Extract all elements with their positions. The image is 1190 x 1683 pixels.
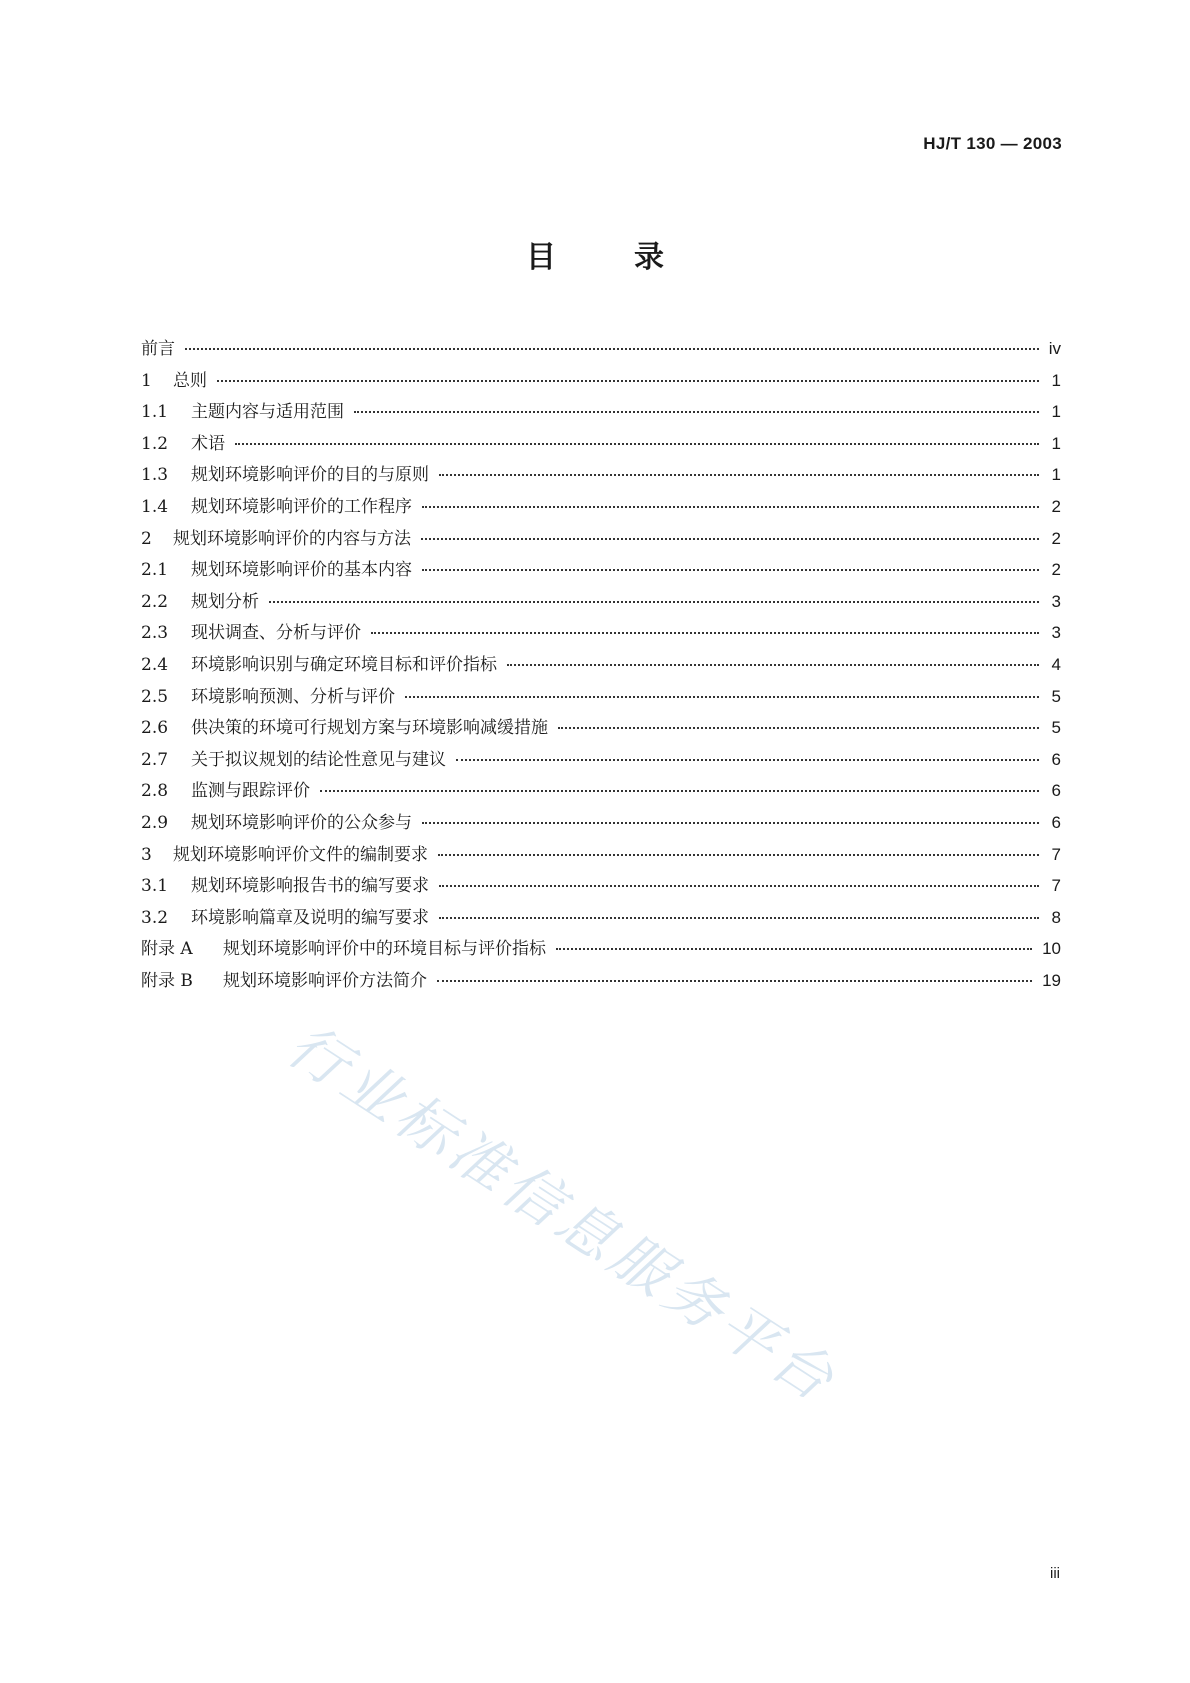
- page-number: iii: [1050, 1565, 1060, 1582]
- toc-entry-page: 2: [1051, 528, 1061, 548]
- toc-entry-title: 供决策的环境可行规划方案与环境影响减缓措施: [191, 718, 548, 739]
- toc-entry-number: 1.2: [141, 433, 169, 454]
- toc-entry-number: 2.6: [141, 718, 169, 739]
- toc-entry-title: 规划环境影响评价的基本内容: [191, 560, 412, 581]
- toc-entry-title: 现状调查、分析与评价: [191, 623, 361, 644]
- toc-entry-page: 5: [1051, 718, 1061, 738]
- toc-entry-title: 规划环境影响评价方法简介: [223, 970, 427, 991]
- toc-entry-page: 7: [1051, 844, 1061, 864]
- toc-leader-dots: [217, 379, 1039, 382]
- toc-entry-number: 2.1: [141, 560, 169, 581]
- toc-entry[interactable]: [141, 491, 1061, 523]
- standard-code: HJ/T 130 — 2003: [923, 134, 1062, 153]
- toc-entry[interactable]: [141, 712, 1061, 744]
- toc-entry-page: 2: [1051, 496, 1061, 516]
- toc-entry-number: 附录 B: [141, 970, 193, 991]
- toc-entry-title: 规划分析: [191, 591, 259, 612]
- toc-entry-number: 2.5: [141, 686, 169, 707]
- toc-entry-title: 监测与跟踪评价: [191, 781, 310, 802]
- toc-entry-page: 10: [1042, 939, 1061, 959]
- toc-entry-number: 1: [141, 370, 152, 391]
- toc-entry-title: 规划环境影响评价的目的与原则: [191, 465, 429, 486]
- toc-leader-dots: [405, 695, 1039, 698]
- toc-entry[interactable]: [141, 586, 1061, 618]
- toc-entry[interactable]: [141, 554, 1061, 586]
- toc-leader-dots: [320, 789, 1039, 792]
- toc-entry[interactable]: [141, 965, 1061, 997]
- toc-entry-number: 1.4: [141, 496, 169, 517]
- toc-entry[interactable]: [141, 459, 1061, 491]
- toc-entry-page: 1: [1051, 433, 1061, 453]
- toc-leader-dots: [558, 726, 1039, 729]
- toc-entry-page: 2: [1051, 560, 1061, 580]
- toc-entry[interactable]: [141, 617, 1061, 649]
- toc-leader-dots: [456, 758, 1039, 761]
- toc-entry-page: 6: [1051, 781, 1061, 801]
- toc-leader-dots: [439, 473, 1039, 476]
- page-title: 目录: [526, 240, 742, 275]
- toc-entry-page: 5: [1051, 686, 1061, 706]
- toc-entry-title: 环境影响识别与确定环境目标和评价指标: [191, 654, 497, 675]
- toc-entry[interactable]: [141, 807, 1061, 839]
- toc-entry[interactable]: [141, 775, 1061, 807]
- toc-entry-page: 3: [1051, 591, 1061, 611]
- toc-leader-dots: [371, 631, 1039, 634]
- toc-entry[interactable]: [141, 839, 1061, 871]
- toc-entry-page: 1: [1051, 465, 1061, 485]
- toc-entry[interactable]: [141, 523, 1061, 555]
- toc-entry-page: 6: [1051, 749, 1061, 769]
- toc-entry[interactable]: [141, 365, 1061, 397]
- toc-leader-dots: [422, 568, 1039, 571]
- toc-entry-number: 3.1: [141, 876, 169, 897]
- toc-entry[interactable]: [141, 902, 1061, 934]
- toc-entry[interactable]: [141, 681, 1061, 713]
- toc-leader-dots: [422, 505, 1039, 508]
- toc-entry-number: 3.2: [141, 907, 169, 928]
- toc-entry-page: iv: [1048, 339, 1061, 358]
- toc-entry-title: 规划环境影响评价的内容与方法: [173, 528, 411, 549]
- toc-entry-number: 2.3: [141, 623, 169, 644]
- watermark-text: 行业标准信息服务平台: [275, 1010, 850, 1417]
- toc-leader-dots: [422, 821, 1039, 824]
- toc-entry-title: 环境影响篇章及说明的编写要求: [191, 907, 429, 928]
- toc-entry[interactable]: [141, 428, 1061, 460]
- toc-entry-title: 规划环境影响评价的公众参与: [191, 812, 412, 833]
- toc-entry-title: 总则: [173, 370, 207, 391]
- toc-leader-dots: [235, 442, 1039, 445]
- toc-entry-title: 前言: [141, 339, 175, 359]
- toc-entry-page: 6: [1051, 812, 1061, 832]
- toc-entry-number: 2.4: [141, 654, 169, 675]
- toc-entry-title: 规划环境影响评价文件的编制要求: [173, 844, 428, 865]
- toc-entry-number: 2.2: [141, 591, 169, 612]
- toc-leader-dots: [507, 663, 1039, 666]
- toc-entry[interactable]: [141, 396, 1061, 428]
- toc-entry-number: 2.8: [141, 781, 169, 802]
- toc-entry-number: 2: [141, 528, 152, 549]
- toc-entry-title: 主题内容与适用范围: [191, 402, 344, 423]
- toc-entry-title: 关于拟议规划的结论性意见与建议: [191, 749, 446, 770]
- toc-entry[interactable]: [141, 744, 1061, 776]
- toc-entry-number: 3: [141, 844, 152, 865]
- toc-entry-page: 19: [1042, 970, 1061, 990]
- toc-entry[interactable]: [141, 333, 1061, 365]
- toc-entry[interactable]: [141, 649, 1061, 681]
- toc-entry-number: 1.3: [141, 465, 169, 486]
- toc-leader-dots: [438, 853, 1039, 856]
- toc-entry-number: 附录 A: [141, 939, 193, 960]
- toc-entry-page: 4: [1051, 654, 1061, 674]
- toc-entry-title: 环境影响预测、分析与评价: [191, 686, 395, 707]
- toc-entry-page: 8: [1051, 907, 1061, 927]
- toc-entry-page: 3: [1051, 623, 1061, 643]
- table-of-contents: [141, 333, 1061, 996]
- toc-leader-dots: [354, 410, 1039, 413]
- toc-entry-number: 2.7: [141, 749, 169, 770]
- toc-leader-dots: [185, 347, 1039, 350]
- toc-entry-title: 规划环境影响报告书的编写要求: [191, 876, 429, 897]
- toc-entry-title: 规划环境影响评价的工作程序: [191, 496, 412, 517]
- toc-entry-title: 规划环境影响评价中的环境目标与评价指标: [223, 939, 546, 960]
- toc-leader-dots: [437, 979, 1032, 982]
- toc-entry[interactable]: [141, 870, 1061, 902]
- toc-entry-page: 7: [1051, 876, 1061, 896]
- toc-leader-dots: [421, 537, 1039, 540]
- toc-entry[interactable]: [141, 933, 1061, 965]
- toc-entry-title: 术语: [191, 433, 225, 454]
- toc-entry-page: 1: [1051, 402, 1061, 422]
- toc-entry-number: 1.1: [141, 402, 169, 423]
- toc-leader-dots: [269, 600, 1039, 603]
- toc-leader-dots: [556, 947, 1032, 950]
- toc-entry-page: 1: [1051, 370, 1061, 390]
- toc-leader-dots: [439, 884, 1039, 887]
- toc-leader-dots: [439, 916, 1039, 919]
- toc-entry-number: 2.9: [141, 812, 169, 833]
